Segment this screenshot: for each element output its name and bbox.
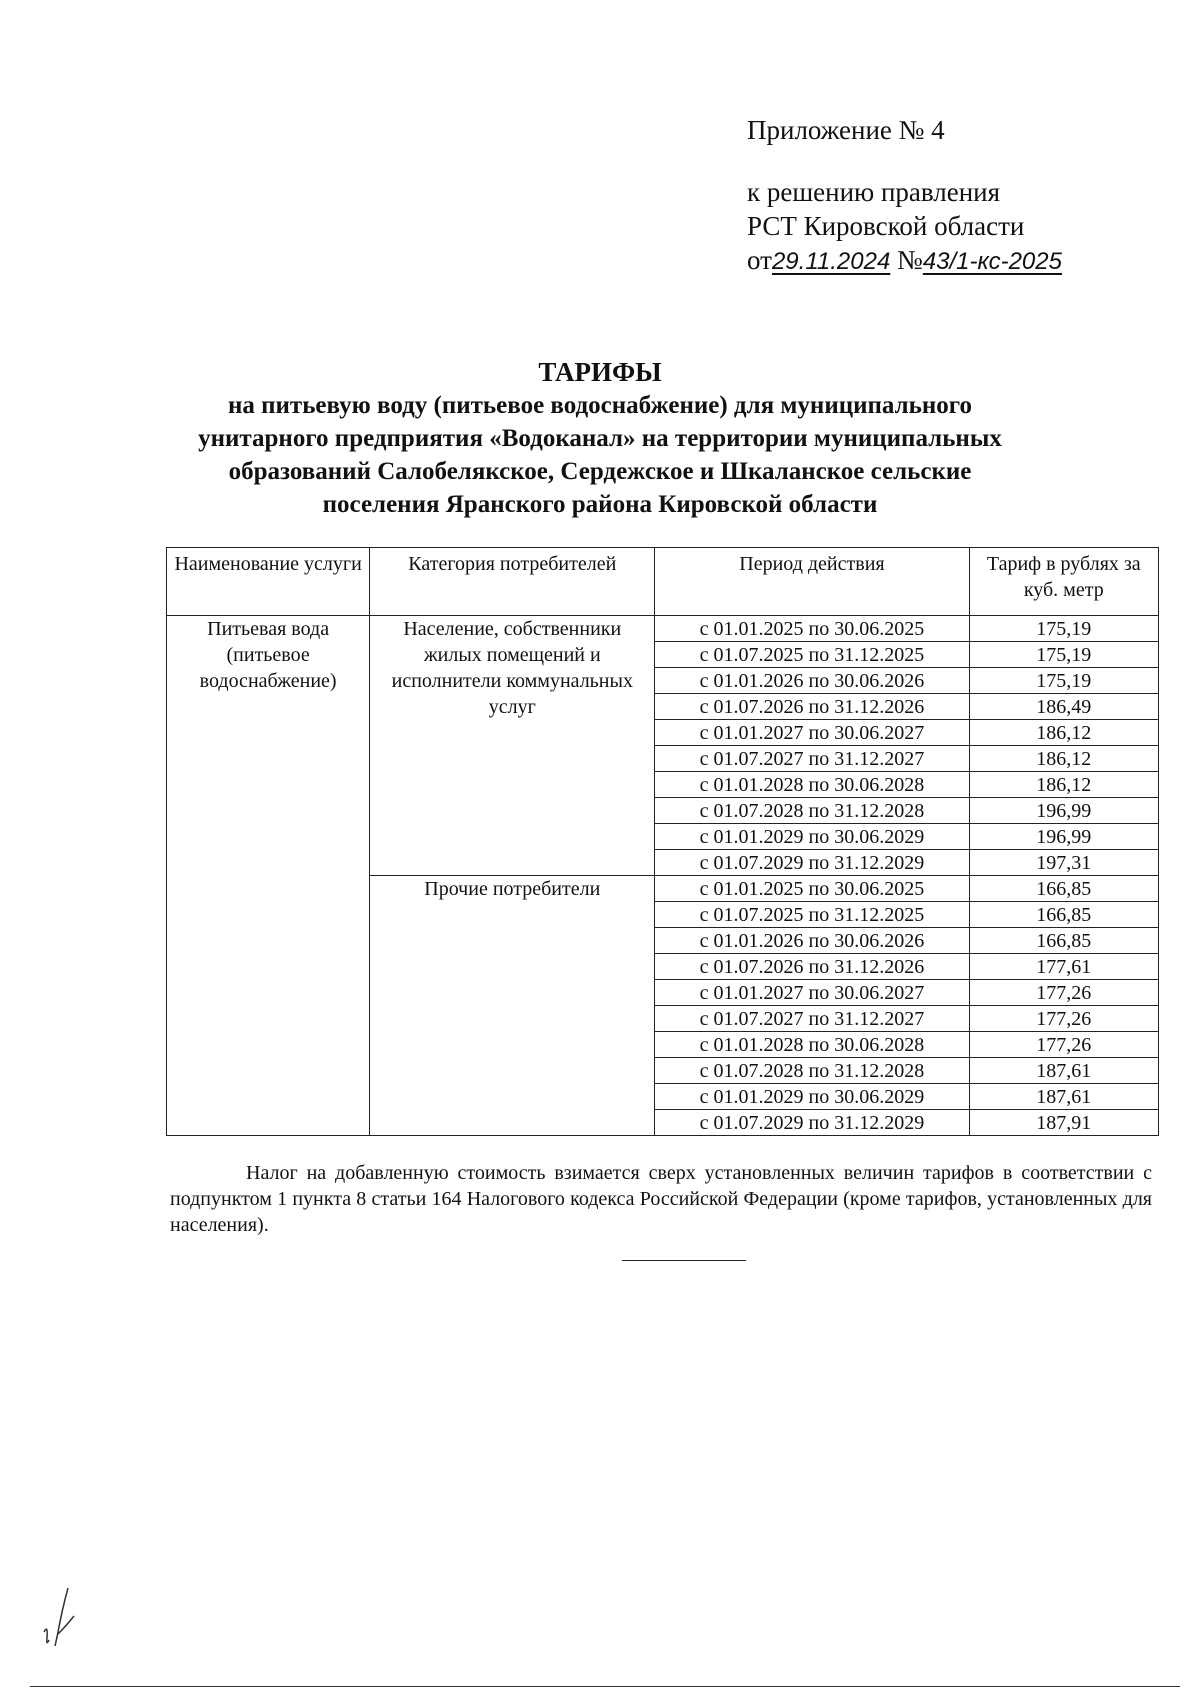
table-row — [167, 616, 1159, 642]
tariff-cell: 166,85 — [969, 928, 1158, 954]
appendix-authority-line: РСТ Кировской области — [747, 211, 1025, 241]
tariff-cell: 175,19 — [969, 668, 1158, 694]
date-prefix: от — [747, 245, 772, 275]
header-period: Период действия — [655, 548, 969, 616]
tariff-cell: 175,19 — [969, 616, 1158, 642]
period-cell: с 01.07.2029 по 31.12.2029 — [655, 850, 969, 876]
period-cell: с 01.01.2028 по 30.06.2028 — [655, 772, 969, 798]
tariff-cell: 196,99 — [969, 824, 1158, 850]
number-prefix: № — [897, 245, 923, 275]
title-line-4: поселения Яранского района Кировской области — [322, 491, 878, 518]
tariff-table — [166, 547, 1159, 1136]
period-cell: с 01.01.2027 по 30.06.2027 — [655, 720, 969, 746]
appendix-title: Приложение № 4 — [747, 115, 945, 145]
handwritten-date: 29.11.2024 — [771, 248, 891, 275]
tariff-cell: 177,61 — [969, 954, 1158, 980]
title-line-2: унитарного предприятия «Водоканал» на территории муниципальных — [198, 425, 1002, 452]
appendix-date-line — [747, 243, 1062, 279]
period-cell: с 01.01.2026 по 30.06.2026 — [655, 928, 969, 954]
period-cell: с 01.07.2028 по 31.12.2028 — [655, 798, 969, 824]
tariff-cell: 197,31 — [969, 850, 1158, 876]
handwritten-initials — [38, 1580, 78, 1650]
period-cell: с 01.01.2025 по 30.06.2025 — [655, 616, 969, 642]
document-title — [150, 355, 1050, 521]
header-category: Категория потребителей — [370, 548, 655, 616]
end-divider — [622, 1260, 746, 1261]
period-cell: с 01.01.2027 по 30.06.2027 — [655, 980, 969, 1006]
tariff-cell: 186,49 — [969, 694, 1158, 720]
tariff-cell: 175,19 — [969, 642, 1158, 668]
period-cell: с 01.07.2029 по 31.12.2029 — [655, 1110, 969, 1136]
tariff-cell: 177,26 — [969, 980, 1158, 1006]
tariff-cell: 196,99 — [969, 798, 1158, 824]
footer-line — [30, 1686, 1180, 1687]
tariff-cell: 177,26 — [969, 1032, 1158, 1058]
title-line-1: на питьевую воду (питьевое водоснабжение) для муниципального — [227, 392, 973, 419]
category-cell: Прочие потребители — [370, 876, 655, 1136]
title-line-3: образований Салобелякское, Сердежское и Шкаланское сельские — [228, 458, 972, 485]
tariff-cell: 177,26 — [969, 1006, 1158, 1032]
tariff-cell: 186,12 — [969, 746, 1158, 772]
period-cell: с 01.07.2027 по 31.12.2027 — [655, 746, 969, 772]
tariff-cell: 166,85 — [969, 902, 1158, 928]
period-cell: с 01.01.2028 по 30.06.2028 — [655, 1032, 969, 1058]
period-cell: с 01.01.2029 по 30.06.2029 — [655, 824, 969, 850]
header-tariff: Тариф в рублях за куб. метр — [969, 548, 1158, 616]
period-cell: с 01.01.2025 по 30.06.2025 — [655, 876, 969, 902]
table-header-row — [167, 548, 1159, 616]
tariff-cell: 187,61 — [969, 1084, 1158, 1110]
period-cell: с 01.01.2026 по 30.06.2026 — [655, 668, 969, 694]
appendix-decision-line: к решению правления — [747, 177, 1001, 207]
appendix-block — [747, 113, 1062, 279]
period-cell: с 01.07.2025 по 31.12.2025 — [655, 642, 969, 668]
category-cell: Население, собственники жилых помещений и исполнители коммунальных услуг — [370, 616, 655, 876]
service-name-cell: Питьевая вода (питьевое водоснабжение) — [167, 616, 370, 1136]
vat-note: Налог на добавленную стоимость взимается сверх установленных величин тарифов в соответствии с подпунктом 1 пункта 8 статьи 164 Налогового кодекса Российской Федерации (кроме тарифов, установленных для населения). — [170, 1162, 1152, 1236]
tariff-cell: 187,91 — [969, 1110, 1158, 1136]
period-cell: с 01.07.2026 по 31.12.2026 — [655, 694, 969, 720]
title-main: ТАРИФЫ — [538, 357, 662, 387]
period-cell: с 01.07.2026 по 31.12.2026 — [655, 954, 969, 980]
period-cell: с 01.01.2029 по 30.06.2029 — [655, 1084, 969, 1110]
tariff-cell: 187,61 — [969, 1058, 1158, 1084]
period-cell: с 01.07.2028 по 31.12.2028 — [655, 1058, 969, 1084]
tariff-cell: 186,12 — [969, 772, 1158, 798]
period-cell: с 01.07.2025 по 31.12.2025 — [655, 902, 969, 928]
handwritten-number: 43/1-кс-2025 — [922, 248, 1062, 275]
header-service-name: Наименование услуги — [167, 548, 370, 616]
tariff-cell: 166,85 — [969, 876, 1158, 902]
period-cell: с 01.07.2027 по 31.12.2027 — [655, 1006, 969, 1032]
tariff-cell: 186,12 — [969, 720, 1158, 746]
